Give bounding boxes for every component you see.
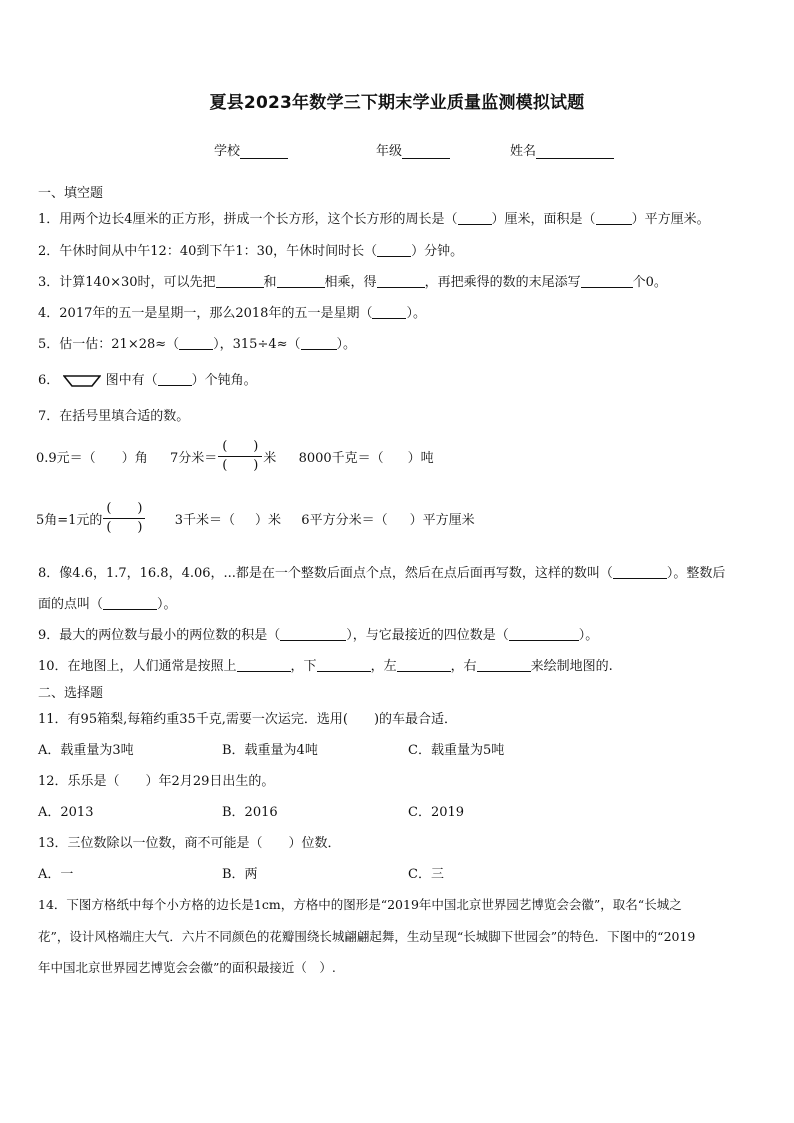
answer-blank — [377, 243, 411, 257]
answer-blank — [509, 627, 579, 641]
question-10: 10．在地图上，人们通常是按照上 ，下 ，左 ，右 来绘制地图的. — [38, 659, 613, 674]
q13-option-c: C．三 — [408, 867, 444, 882]
answer-blank — [277, 274, 325, 288]
question-4: 4．2017年的五一是星期一，那么2018年的五一是星期（ ）。 — [38, 306, 426, 321]
question-3: 3．计算140×30时，可以先把 和 相乘，得 ，再把乘得的数的末尾添写 个0。 — [38, 275, 667, 290]
question-1: 1．用两个边长4厘米的正方形，拼成一个长方形，这个长方形的周长是（ ）厘米，面积是（ ）平方厘米。 — [38, 212, 710, 227]
answer-blank — [477, 658, 531, 672]
answer-blank — [237, 658, 291, 672]
answer-blank — [301, 336, 337, 350]
page-title: 夏县2023年数学三下期末学业质量监测模拟试题 — [209, 93, 585, 113]
answer-blank — [158, 372, 192, 386]
question-13: 13．三位数除以一位数，商不可能是（ ）位数． — [38, 836, 341, 851]
q13-option-b: B．两 — [222, 867, 258, 882]
question-7-row-2: 5角=1元的 $\frac{( )}{( )}$ 3千米＝（ ）米 6平方分米＝（ ）平方厘米 — [36, 501, 475, 535]
answer-blank — [103, 596, 157, 610]
answer-blank — [397, 658, 451, 672]
question-7-row-1: 0.9元＝（ ）角 7分米＝ $\frac{( )}{( )}$ 米 8000千克＝（ ）吨 — [36, 439, 434, 473]
answer-blank — [581, 274, 633, 288]
name-field — [510, 140, 614, 159]
answer-blank — [179, 336, 213, 350]
answer-blank — [280, 627, 346, 641]
answer-blank — [216, 274, 264, 288]
name-blank — [536, 144, 614, 159]
grade-blank — [402, 144, 450, 159]
q11-option-b: B．载重量为4吨 — [222, 743, 318, 758]
answer-blank — [458, 211, 492, 225]
question-9: 9．最大的两位数与最小的两位数的积是（ ），与它最接近的四位数是（ ）。 — [38, 628, 599, 643]
question-14-line-1: 14．下图方格纸中每个小方格的边长是1cm，方格中的图形是“2019年中国北京世界园艺博览会会徽”，取名“长城之 — [38, 897, 682, 912]
question-11: 11．有95箱梨,每箱约重35千克,需要一次运完．选用( )的车最合适． — [38, 712, 458, 727]
fraction-blank: $\frac{( )}{( )}$ — [218, 438, 262, 475]
q11-option-c: C．载重量为5吨 — [408, 743, 505, 758]
grade-label: 年级 — [376, 144, 403, 159]
answer-blank — [613, 565, 667, 579]
section-fill-in: 一、填空题 — [38, 186, 104, 201]
answer-blank — [596, 211, 632, 225]
school-blank — [240, 144, 288, 159]
grade-field — [376, 140, 450, 159]
trapezoid-figure — [63, 374, 101, 388]
answer-blank — [372, 305, 406, 319]
question-5: 5．估一估：21×28≈（ ），315÷4≈（ ）。 — [38, 337, 357, 352]
school-label: 学校 — [214, 144, 241, 159]
question-14-line-3: 年中国北京世界园艺博览会会徽”的面积最接近（ ）. — [38, 960, 336, 975]
q11-option-a: A．载重量为3吨 — [38, 743, 134, 758]
answer-blank — [377, 274, 425, 288]
question-12: 12．乐乐是（ ）年2月29日出生的。 — [38, 774, 275, 789]
question-2: 2．午休时间从中午12：40到下午1：30，午休时间时长（ ）分钟。 — [38, 244, 464, 259]
q12-option-c: C．2019 — [408, 805, 465, 820]
q12-option-b: B．2016 — [222, 805, 278, 820]
question-8-line-1: 8．像4.6，1.7，16.8，4.06，...都是在一个整数后面点个点，然后在点后面再写数，这样的数叫（ ）。整数后 — [38, 566, 726, 581]
question-8-line-2: 面的点叫（ ）。 — [38, 597, 177, 612]
question-7: 7．在括号里填合适的数。 — [38, 409, 190, 424]
section-multiple-choice: 二、选择题 — [38, 686, 104, 701]
q12-option-a: A．2013 — [38, 805, 94, 820]
name-label: 姓名 — [510, 144, 537, 159]
question-6: 6． 图中有（ ）个钝角。 — [38, 373, 257, 388]
q13-option-a: A．一 — [38, 867, 74, 882]
fraction-blank: $\frac{( )}{( )}$ — [103, 500, 145, 537]
question-14-line-2: 花”，设计风格端庄大气．六片不同颜色的花瓣围绕长城翩翩起舞，生动呈现“长城脚下世园会”的特色．下图中的“2019 — [38, 929, 696, 944]
school-field — [214, 140, 288, 159]
answer-blank — [317, 658, 371, 672]
